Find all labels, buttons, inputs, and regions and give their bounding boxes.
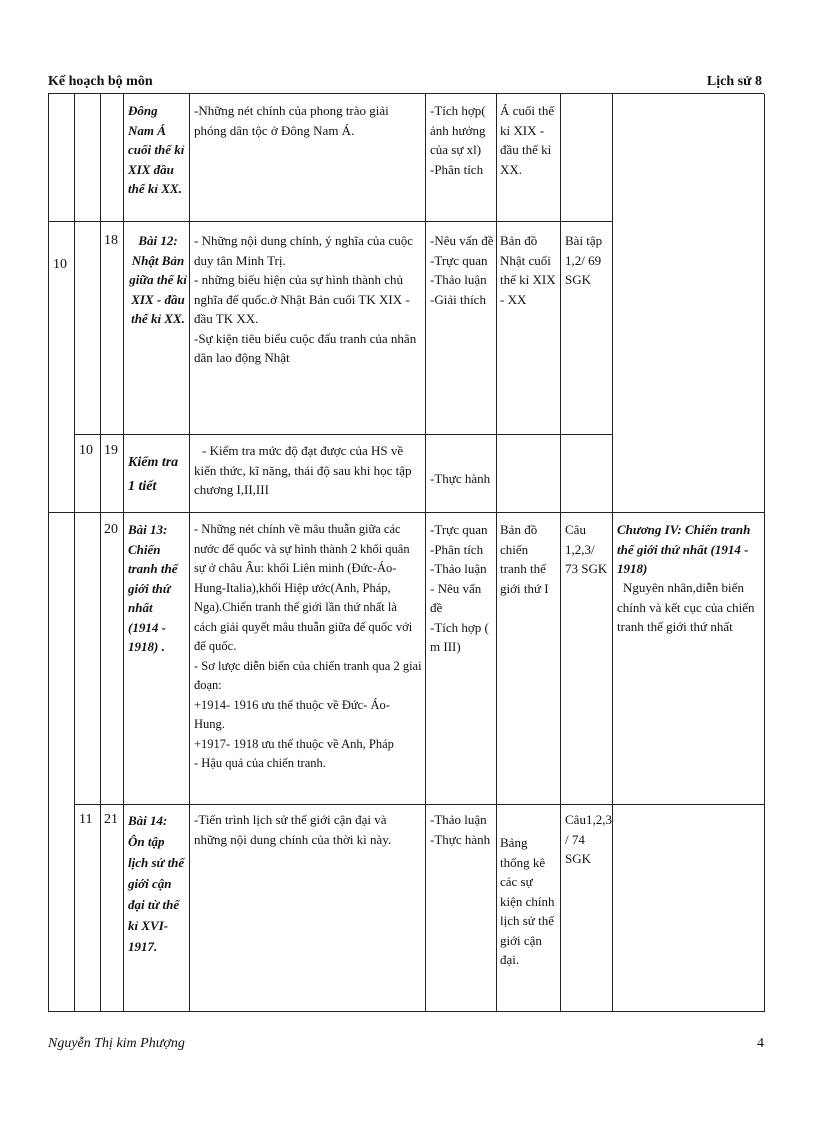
- table-vline: [189, 94, 190, 1012]
- row4-note: Nguyên nhân,diễn biến chính và kết cục của chiến tranh thế giới thứ nhất: [617, 580, 755, 634]
- row2-equipment: Bản đồ Nhật cuối thế kỉ XIX - XX: [500, 233, 556, 307]
- row4-content: - Những nét chính về mâu thuẫn giữa các nước đế quốc và sự hình thành 2 khối quân sự ở châu Âu: khối Liên minh (Đức-Áo-Hung-Italia),khối Hiệp ước(Anh, Pháp, Nga).Chiến tranh thế giới lần thứ nhất là cách giải quyết mâu thuẫn giữa đế quốc với đế quốc. - Sơ lược diễn biến của chiến tranh qua 2 giai đoạn: +1914- 1916 ưu thế thuộc về Đức- Áo- Hung. +1917- 1918 ưu thế thuộc về Anh, Pháp - Hậu quả của chiến tranh.: [194, 522, 422, 770]
- row1-method: -Tích hợp( ảnh hưởng của sự xl) -Phân tích: [430, 103, 486, 177]
- row4-lesson: Bài 13: Chiến tranh thế giới thứ nhất (1914 - 1918) .: [128, 522, 178, 654]
- row2-lesson: Bài 12: Nhật Bản giữa thế kỉ XIX - đầu thế kỉ XX.: [129, 233, 187, 326]
- row1-content: -Những nét chính của phong trào giải phóng dân tộc ở Đông Nam Á.: [194, 103, 389, 138]
- row2-content: - Những nội dung chính, ý nghĩa của cuộc duy tân Minh Trị. - những biểu hiện của sự hình thành chủ nghĩa đế quốc.ở Nhật Bản cuối TK XIX - đầu TK XX. -Sự kiện tiêu biểu cuộc đấu tranh của nhân dân lao động Nhật: [194, 233, 417, 365]
- row3-lesson: Kiểm tra 1 tiết: [128, 455, 179, 494]
- table-vline: [425, 94, 426, 1012]
- row4-period: 20: [104, 522, 118, 537]
- table-hline: [48, 512, 765, 513]
- table-vline: [560, 94, 561, 1012]
- row1-lesson: Đông Nam Á cuối thế kỉ XIX đầu thế kỉ XX.: [128, 103, 185, 196]
- row4-chapter-title: Chương IV: Chiến tranh thế giới thứ nhất (1914 - 1918): [617, 522, 751, 576]
- page-header-right: Lịch sử 8: [706, 74, 762, 89]
- row5-period: 21: [104, 812, 118, 827]
- table-vline: [123, 94, 124, 1012]
- table-vline: [612, 94, 613, 1012]
- row5-exercise: Câu1,2,3 / 74 SGK: [565, 812, 612, 866]
- row2-period: 18: [104, 233, 118, 248]
- row2-week: 10: [53, 257, 67, 272]
- row3-period: 19: [104, 443, 118, 458]
- row3-content: - Kiểm tra mức độ đạt được của HS về kiến thức, kĩ năng, thái độ sau khi học tập chương I,II,III: [194, 443, 412, 497]
- header-divider: [48, 93, 764, 94]
- table-hline: [48, 1011, 765, 1012]
- table-hline: [74, 434, 613, 435]
- table-hline: [74, 804, 765, 805]
- table-vline: [100, 94, 101, 1012]
- table-hline: [48, 221, 613, 222]
- row5-week: 11: [79, 812, 93, 827]
- row2-method: -Nêu vấn đề -Trực quan -Thảo luận -Giải thích: [430, 233, 494, 307]
- row5-equipment: Bảng thống kê các sự kiện chính lịch sử thế giới cận đại.: [500, 835, 555, 967]
- row1-equipment: Á cuối thế kỉ XIX - đầu thế kỉ XX.: [500, 103, 555, 177]
- footer-author: Nguyễn Thị kim Phượng: [48, 1036, 185, 1051]
- row2-exercise: Bài tập 1,2/ 69 SGK: [565, 233, 603, 287]
- row4-exercise: Câu 1,2,3/ 73 SGK: [565, 522, 608, 576]
- page-header-left: Kế hoạch bộ môn: [48, 74, 153, 89]
- table-vline: [48, 94, 49, 1012]
- row4-method: -Trực quan -Phân tích -Thảo luận - Nêu vấn đề -Tích hợp ( m III): [430, 522, 489, 654]
- row5-method: -Thảo luận -Thực hành: [430, 812, 491, 847]
- row5-content: -Tiến trình lịch sử thế giới cận đại và những nội dung chính của thời kì này.: [194, 812, 392, 847]
- row4-equipment: Bản đồ chiến tranh thế giới thứ I: [500, 522, 549, 596]
- table-vline: [764, 94, 765, 1012]
- row5-lesson: Bài 14: Ôn tập lịch sử thế giới cận đại từ thế kỉ XVI-1917.: [128, 813, 185, 954]
- page-number: 4: [757, 1036, 764, 1051]
- row3-week: 10: [79, 443, 93, 458]
- table-vline: [74, 94, 75, 1012]
- row3-method: -Thực hành: [430, 471, 491, 486]
